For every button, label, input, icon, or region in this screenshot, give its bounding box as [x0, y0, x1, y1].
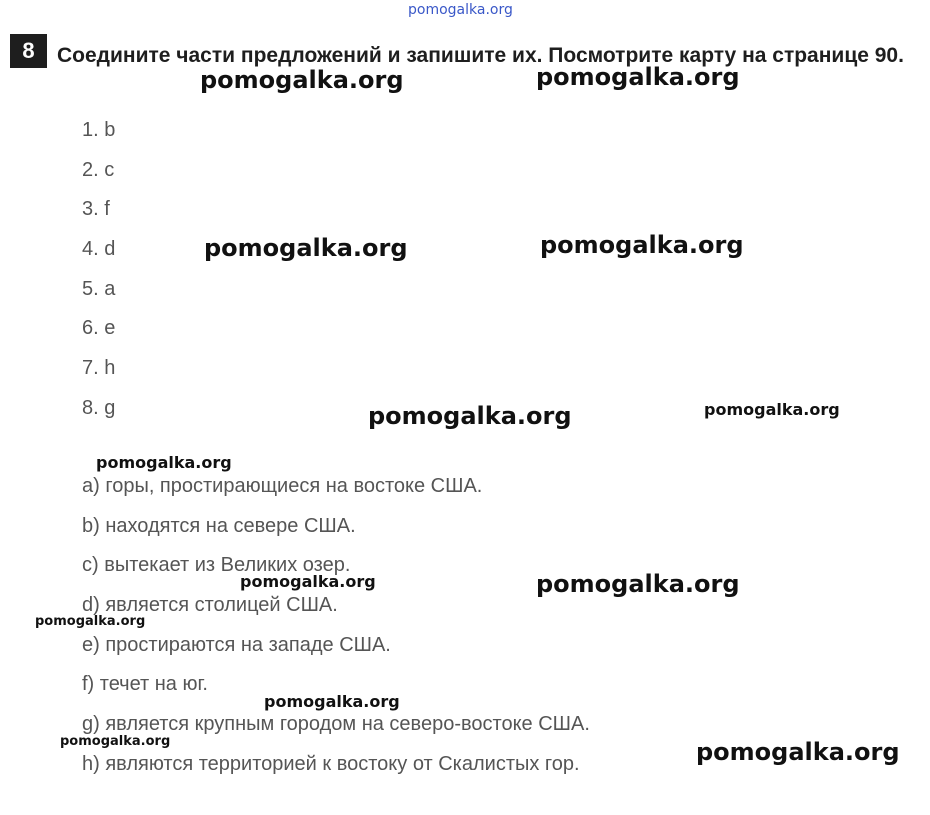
option-item: g) является крупным городом на северо-востоке США.: [82, 713, 590, 736]
watermark: pomogalka.org: [368, 402, 572, 430]
watermark: pomogalka.org: [696, 738, 900, 766]
option-item: a) горы, простирающиеся на востоке США.: [82, 475, 483, 497]
option-item: h) являются территорией к востоку от Скалистых гор.: [82, 752, 580, 775]
watermark: pomogalka.org: [35, 614, 146, 629]
top-watermark: pomogalka.org: [408, 2, 513, 18]
task-heading: Соедините части предложений и запишите их. Посмотрите карту на странице 90.: [57, 44, 904, 67]
watermark: pomogalka.org: [204, 234, 408, 262]
watermark: pomogalka.org: [96, 453, 232, 472]
task-number-badge: 8: [10, 34, 47, 68]
watermark: pomogalka.org: [704, 400, 840, 419]
option-item: c) вытекает из Великих озер.: [82, 554, 351, 577]
answer-item: 1. b: [82, 119, 116, 141]
watermark: pomogalka.org: [536, 63, 740, 91]
answer-item: 2. c: [82, 158, 115, 181]
watermark: pomogalka.org: [540, 231, 744, 259]
watermark: pomogalka.org: [264, 692, 400, 711]
option-item: b) находятся на севере США.: [82, 514, 356, 537]
watermark: pomogalka.org: [60, 734, 171, 749]
option-item: f) течет на юг.: [82, 673, 208, 696]
answer-item: 7. h: [82, 357, 116, 380]
answer-item: 3. f: [82, 198, 110, 221]
watermark: pomogalka.org: [200, 66, 404, 94]
answer-item: 5. a: [82, 277, 116, 300]
answer-item: 6. e: [82, 317, 116, 340]
watermark: pomogalka.org: [240, 572, 376, 591]
answer-item: 8. g: [82, 396, 116, 419]
option-item: d) является столицей США.: [82, 594, 338, 617]
option-item: e) простираются на западе США.: [82, 633, 391, 656]
watermark: pomogalka.org: [536, 570, 740, 598]
answer-item: 4. d: [82, 238, 116, 261]
answer-list: [82, 116, 115, 434]
